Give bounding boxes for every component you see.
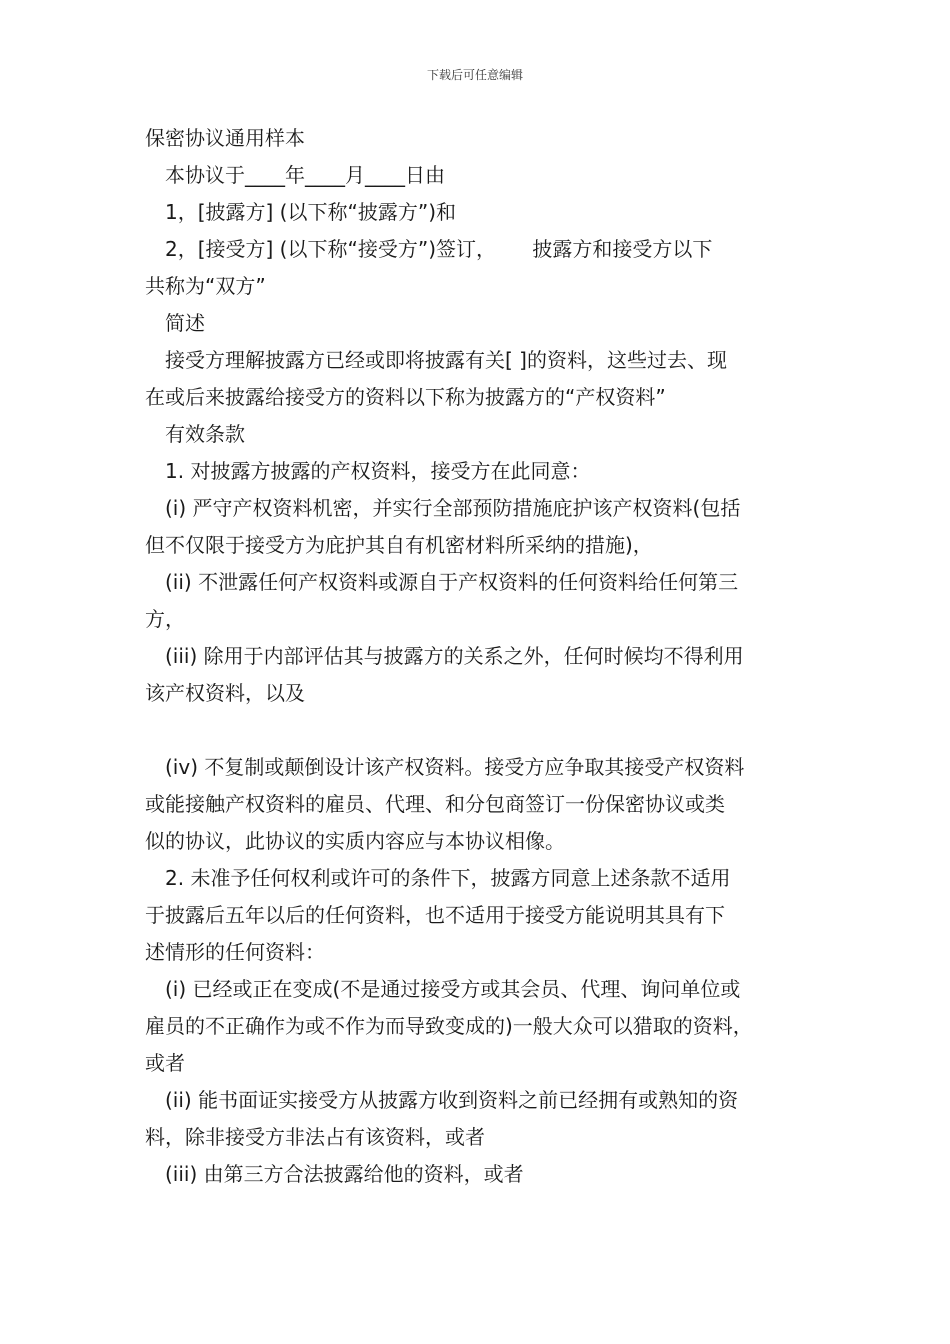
text-line: (ii) 能书面证实接受方从披露方收到资料之前已经拥有或熟知的资 (145, 1088, 739, 1112)
text-line: 1. 对披露方披露的产权资料，接受方在此同意： (145, 459, 591, 483)
text-line: 有效条款 (145, 422, 245, 446)
text-line: (ii) 不泄露任何产权资料或源自于产权资料的任何资料给任何第三 (145, 570, 739, 594)
text-line: 但不仅限于接受方为庇护其自有机密材料所采纳的措施)， (145, 533, 653, 557)
text-line: 2，[接受方] (以下称“接受方”)签订， 披露方和接受方以下 (145, 237, 713, 261)
text-line: (iii) 除用于内部评估其与披露方的关系之外，任何时候均不得利用 (145, 644, 744, 668)
text-line: 保密协议通用样本 (145, 126, 305, 150)
text-line: 述情形的任何资料： (145, 940, 325, 964)
text-line: 2. 未准予任何权利或许可的条件下，披露方同意上述条款不适用 (145, 866, 731, 890)
text-line: 似的协议，此协议的实质内容应与本协议相像。 (145, 829, 565, 853)
text-line: 在或后来披露给接受方的资料以下称为披露方的“产权资料” (145, 385, 666, 409)
text-line: 1，[披露方] (以下称“披露方”)和 (145, 200, 457, 224)
text-line: (iv) 不复制或颠倒设计该产权资料。接受方应争取其接受产权资料 (145, 755, 745, 779)
page-header: 下载后可任意编辑 (426, 68, 523, 82)
text-line: 该产权资料，以及 (145, 681, 305, 705)
text-line: 料，除非接受方非法占有该资料，或者 (145, 1125, 485, 1149)
text-line: (iii) 由第三方合法披露给他的资料，或者 (145, 1162, 524, 1186)
text-line: (i) 严守产权资料机密，并实行全部预防措施庇护该产权资料(包括 (145, 496, 741, 520)
text-line: 于披露后五年以后的任何资料，也不适用于接受方能说明其具有下 (145, 903, 725, 927)
text-line: 方， (145, 607, 185, 631)
document-body (145, 120, 811, 1193)
text-line: 简述 (145, 311, 205, 335)
text-line: 或能接触产权资料的雇员、代理、和分包商签订一份保密协议或类 (145, 792, 725, 816)
text-line: 或者 (145, 1051, 185, 1075)
text-line: 雇员的不正确作为或不作为而导致变成的)一般大众可以猎取的资料， (145, 1014, 753, 1038)
text-line: 本协议于____年____月____日由 (145, 163, 445, 187)
blank-line (145, 712, 811, 749)
text-line: 共称为“双方” (145, 274, 266, 298)
text-line: 接受方理解披露方已经或即将披露有关[ ]的资料，这些过去、现 (145, 348, 727, 372)
text-line: (i) 已经或正在变成(不是通过接受方或其会员、代理、询问单位或 (145, 977, 741, 1001)
